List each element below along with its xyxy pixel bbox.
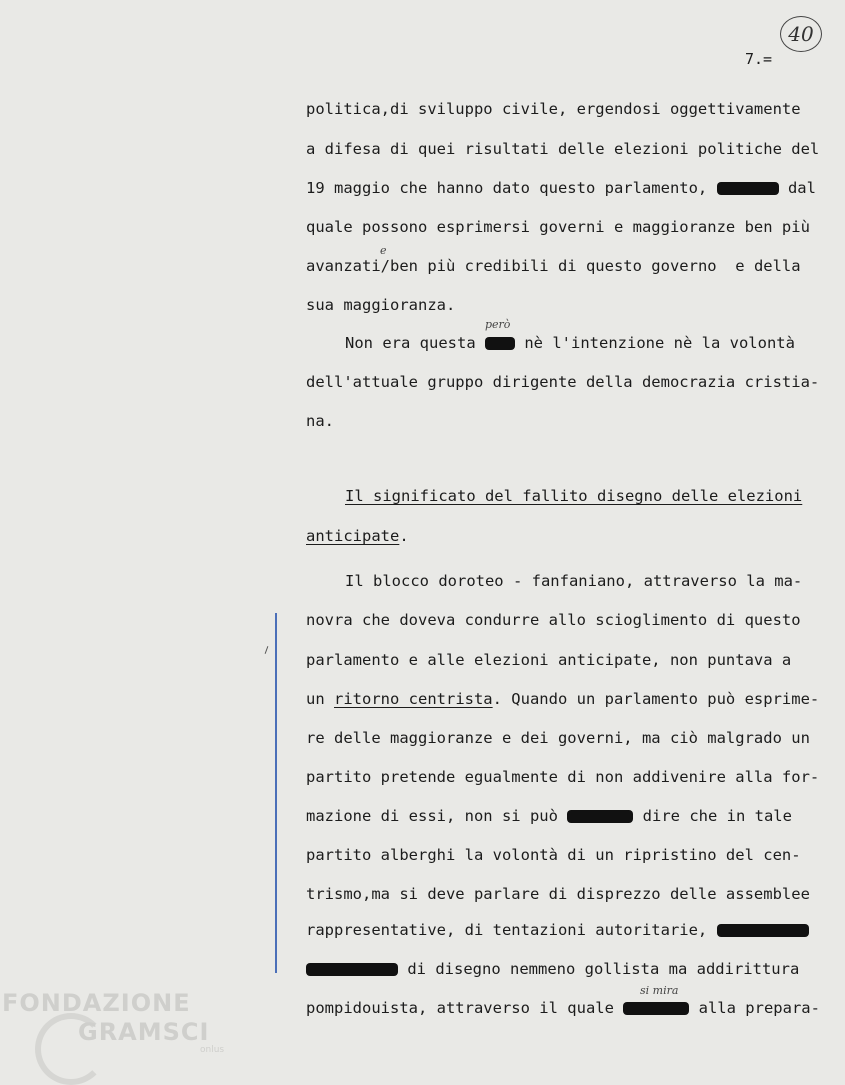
redaction-mark: [485, 337, 515, 350]
archive-number-stamp: 40: [780, 16, 822, 52]
text-line: [306, 960, 799, 978]
handwritten-insert-si-mira: si mira: [640, 984, 679, 997]
watermark-line: FONDAZIONE: [2, 989, 191, 1017]
text-segment: nè l'intenzione nè la volontà: [524, 334, 795, 352]
text-segment: alla prepara-: [698, 999, 820, 1017]
insertion-caret-icon: /: [380, 257, 390, 275]
text-line: parlamento e alle elezioni anticipate, non puntava a: [306, 651, 792, 669]
text-segment: un: [306, 690, 334, 708]
text-line: na.: [306, 412, 334, 430]
redaction-mark: [623, 1002, 689, 1015]
text-segment: ben più credibili di questo governo e della: [390, 257, 801, 275]
redaction-mark: [567, 810, 633, 823]
text-line: politica,di sviluppo civile, ergendosi oggettivamente: [306, 100, 801, 118]
text-segment: Non era questa: [345, 334, 476, 352]
text-line: [306, 257, 801, 275]
margin-tick: [265, 646, 269, 654]
text-line: dell'attuale gruppo dirigente della democrazia cristia-: [306, 373, 820, 391]
text-line: [345, 334, 795, 352]
handwritten-insert-pero: però: [485, 318, 511, 331]
margin-line: [275, 613, 277, 973]
text-line: [306, 807, 792, 825]
text-segment: di disegno nemmeno gollista ma addirittura: [407, 960, 800, 978]
redaction-mark: [717, 924, 809, 937]
redaction-mark: [306, 963, 398, 976]
redaction-mark: [717, 182, 779, 195]
text-segment: ritorno centrista: [334, 690, 493, 708]
text-segment: dire che in tale: [642, 807, 792, 825]
text-segment: pompidouista, attraverso il quale: [306, 999, 614, 1017]
text-segment: dal: [787, 179, 816, 197]
text-segment: . Quando un parlamento può esprime-: [492, 690, 820, 708]
text-line: novra che doveva condurre allo scioglimento di questo: [306, 611, 801, 629]
section-heading: Il significato del fallito disegno delle elezioni: [345, 487, 803, 505]
text-line: Il blocco doroteo - fanfaniano, attraverso la ma-: [345, 572, 803, 590]
fondazione-gramsci-watermark: [0, 985, 260, 1080]
watermark-line: onlus: [200, 1045, 225, 1055]
text-line: trismo,ma si deve parlare di disprezzo delle assemblee: [306, 885, 810, 903]
text-line: [306, 179, 816, 197]
text-line: [306, 999, 820, 1017]
section-heading-cont: [306, 527, 409, 545]
text-line: [306, 921, 809, 939]
text-line: re delle maggioranze e dei governi, ma ciò malgrado un: [306, 729, 810, 747]
text-segment: 19 maggio che hanno dato questo parlamento,: [306, 179, 708, 197]
page-number: 7.=: [745, 50, 773, 68]
handwritten-insert-e: e: [380, 244, 387, 257]
text-segment: mazione di essi, non si può: [306, 807, 558, 825]
text-segment: rappresentative, di tentazioni autoritarie,: [306, 921, 708, 939]
text-line: [306, 690, 819, 708]
text-segment: anticipate: [306, 527, 400, 545]
text-line: quale possono esprimersi governi e maggioranze ben più: [306, 218, 810, 236]
text-line: partito pretende egualmente di non addivenire alla for-: [306, 768, 820, 786]
text-segment: .: [399, 527, 409, 545]
text-line: partito alberghi la volontà di un ripristino del cen-: [306, 846, 801, 864]
watermark-line: GRAMSCI: [78, 1018, 210, 1046]
text-line: sua maggioranza.: [306, 296, 456, 314]
text-line: a difesa di quei risultati delle elezioni politiche del: [306, 140, 820, 158]
text-segment: avanzati: [306, 257, 381, 275]
